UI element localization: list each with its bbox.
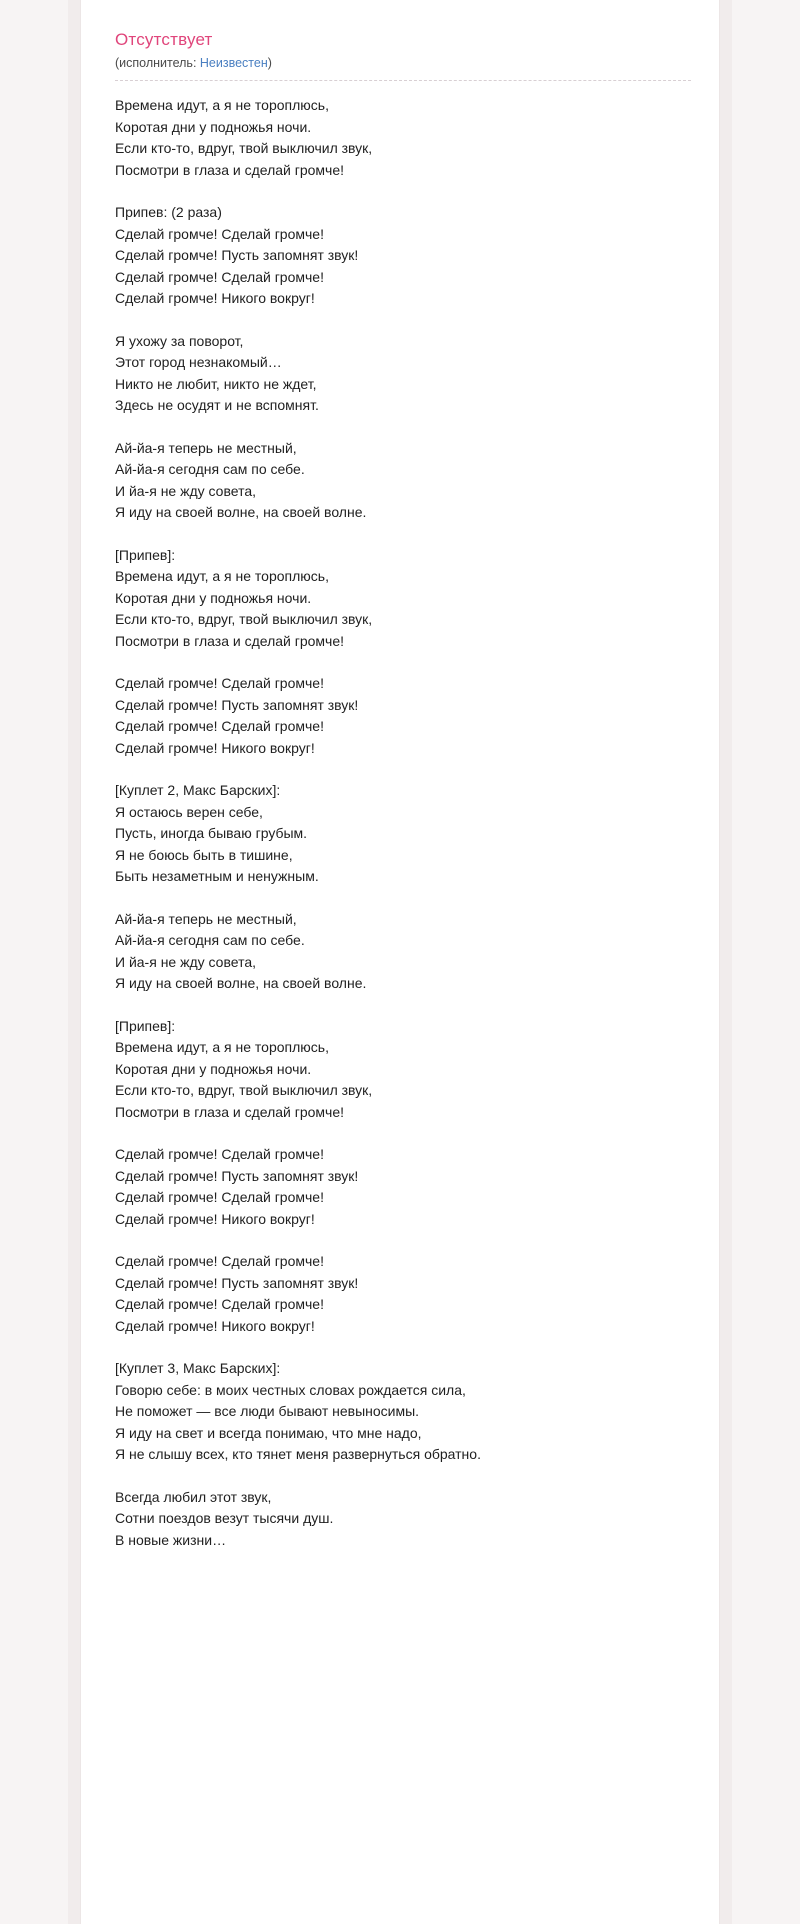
lyrics-stanza [115, 673, 691, 759]
lyrics-line: Если кто-то, вдруг, твой выключил звук, [115, 611, 373, 627]
lyrics-line: Сделай громче! Сделай громче! [115, 225, 324, 242]
page-left-edge [68, 0, 80, 1924]
lyrics-line: Я иду на своей волне, на своей волне. [115, 975, 367, 991]
lyrics-line: Я не слышу всех, кто тянет меня развернуться обратно. [115, 1446, 481, 1462]
lyrics-stanza [115, 1487, 691, 1552]
lyrics-line: Ай-йа-я сегодня сам по себе. [115, 932, 305, 948]
lyrics-line: Если кто-то, вдруг, твой выключил звук, [115, 140, 373, 156]
lyrics-line: Сделай громче! Пусть запомнят звук! [115, 1167, 359, 1184]
lyrics-line: Времена идут, а я не тороплюсь, [115, 1039, 329, 1055]
artist-line [115, 56, 691, 70]
lyrics-stanza [115, 1251, 691, 1337]
lyrics-line: Сделай громче! Никого вокруг! [115, 290, 315, 306]
lyrics-line: Сделай громче! Сделай громче! [115, 1253, 324, 1269]
lyrics-stanza [115, 909, 691, 995]
lyrics-line: Не поможет — все люди бывают невыносимы. [115, 1403, 420, 1419]
lyrics-line: [Куплет 2, Макс Барских]: [115, 782, 281, 798]
lyrics-line: В новые жизни… [115, 1531, 227, 1548]
lyrics-line: [Припев]: [115, 1017, 176, 1034]
lyrics-line: Говорю себе: в моих честных словах рождается сила, [115, 1381, 466, 1398]
lyrics-stanza [115, 95, 691, 181]
lyrics-line: Сделай громче! Сделай громче! [115, 1296, 324, 1312]
lyrics-line: Я иду на свет и всегда понимаю, что мне надо, [115, 1424, 422, 1441]
lyrics-line: Посмотри в глаза и сделай громче! [115, 1103, 345, 1120]
lyrics-stanza [115, 438, 691, 524]
lyrics-stanza [115, 780, 691, 888]
lyrics-line: Времена идут, а я не тороплюсь, [115, 97, 329, 113]
lyrics-line: Ай-йа-я теперь не местный, [115, 439, 297, 456]
lyrics-line: Этот город незнакомый… [115, 354, 282, 370]
page-right-edge [720, 0, 732, 1924]
lyrics-line: И йа-я не жду совета, [115, 482, 256, 499]
lyrics-line: Если кто-то, вдруг, твой выключил звук, [115, 1082, 373, 1098]
lyrics-stanza [115, 331, 691, 417]
lyrics-line: И йа-я не жду совета, [115, 953, 256, 970]
lyrics-line: Ай-йа-я теперь не местный, [115, 910, 297, 927]
lyrics-line: [Припев]: [115, 546, 176, 563]
lyrics-line: Сотни поездов везут тысячи душ. [115, 1510, 334, 1526]
artist-prefix: (исполнитель: [115, 56, 197, 70]
lyrics-line: Времена идут, а я не тороплюсь, [115, 568, 329, 584]
lyrics-line: Никто не любит, никто не ждет, [115, 375, 317, 392]
artist-link[interactable]: Неизвестен [199, 56, 268, 70]
lyrics-line: Сделай громче! Никого вокруг! [115, 739, 315, 756]
lyrics-line: Коротая дни у подножья ночи. [115, 589, 312, 606]
lyrics-stanza [115, 545, 691, 653]
lyrics-line: Сделай громче! Сделай громче! [115, 675, 324, 691]
header-divider [115, 80, 691, 81]
lyrics-stanza [115, 1358, 691, 1466]
lyrics-line: Здесь не осудят и не вспомнят. [115, 397, 319, 413]
lyrics-line: Быть незаметным и ненужным. [115, 868, 319, 884]
lyrics-line: Всегда любил этот звук, [115, 1488, 272, 1505]
lyrics-line: Посмотри в глаза и сделай громче! [115, 161, 345, 178]
lyrics-line: Сделай громче! Никого вокруг! [115, 1210, 315, 1227]
lyrics-body [115, 95, 691, 1551]
lyrics-stanza [115, 1016, 691, 1124]
lyrics-line: Я остаюсь верен себе, [115, 803, 263, 820]
lyrics-line: Ай-йа-я сегодня сам по себе. [115, 461, 305, 477]
artist-suffix: ) [267, 56, 272, 70]
lyrics-line: Я ухожу за поворот, [115, 332, 244, 349]
lyrics-line: Я иду на своей волне, на своей волне. [115, 504, 367, 520]
lyrics-line: Сделай громче! Сделай громче! [115, 1189, 324, 1205]
lyrics-line: Сделай громче! Пусть запомнят звук! [115, 696, 359, 713]
lyrics-stanza [115, 202, 691, 310]
lyrics-page [80, 0, 720, 1924]
lyrics-line: Сделай громче! Пусть запомнят звук! [115, 247, 359, 263]
lyrics-line: Пусть, иногда бываю грубым. [115, 825, 308, 841]
lyrics-line: Сделай громче! Пусть запомнят звук! [115, 1274, 359, 1291]
lyrics-line: Коротая дни у подножья ночи. [115, 118, 312, 135]
lyrics-line: Посмотри в глаза и сделай громче! [115, 632, 345, 649]
lyrics-line: Сделай громче! Сделай громче! [115, 1146, 324, 1162]
lyrics-line: Сделай громче! Сделай громче! [115, 718, 324, 734]
lyrics-line: Сделай громче! Сделай громче! [115, 268, 324, 285]
lyrics-stanza [115, 1144, 691, 1230]
lyrics-line: Припев: (2 раза) [115, 204, 222, 220]
page-title: Отсутствует [115, 30, 213, 49]
lyrics-line: [Куплет 3, Макс Барских]: [115, 1360, 281, 1376]
lyrics-line: Коротая дни у подножья ночи. [115, 1060, 312, 1077]
lyrics-line: Я не боюсь быть в тишине, [115, 846, 293, 863]
lyrics-line: Сделай громче! Никого вокруг! [115, 1317, 315, 1334]
